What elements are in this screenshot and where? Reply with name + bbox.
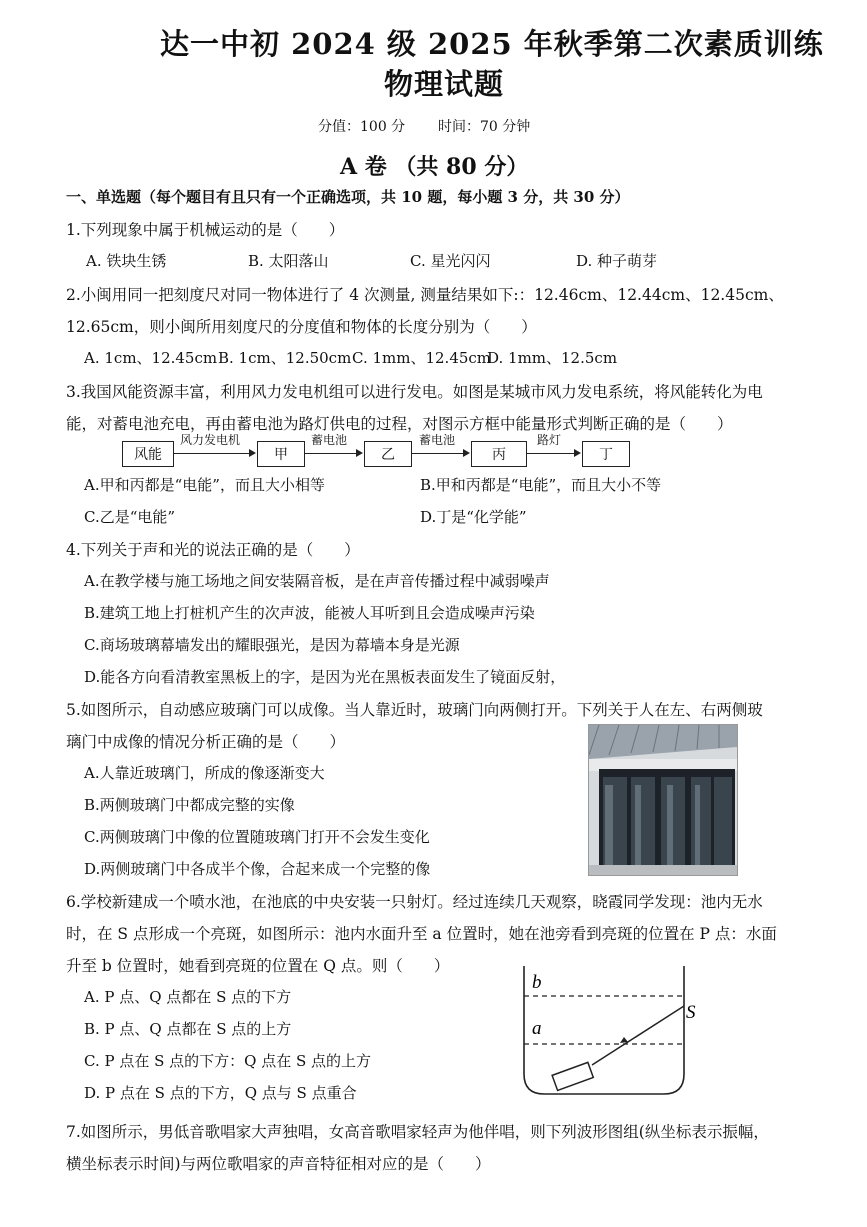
q3-option-a: A.甲和丙都是“电能”，而且大小相等 [84, 476, 325, 494]
exam-title: 达一中初 2024 级 2025 年秋季第二次素质训练 [160, 27, 824, 61]
box-wind-energy: 风能 [122, 441, 174, 467]
glass-door-photo [588, 724, 738, 876]
q6-option-c: C. P 点在 S 点的下方：Q 点在 S 点的上方 [84, 1052, 372, 1070]
arrow-4 [527, 453, 575, 454]
arrow-label-streetlight: 路灯 [537, 433, 562, 447]
q6-option-b: B. P 点、Q 点都在 S 点的上方 [84, 1020, 292, 1038]
q3-option-c: C.乙是“电能” [84, 508, 176, 526]
arrow-1 [174, 453, 250, 454]
light-ray [592, 1006, 684, 1065]
arrow-head-3 [463, 449, 470, 457]
glass-door-illustration [589, 725, 737, 875]
arrow-head-4 [574, 449, 581, 457]
ray-arrow [620, 1037, 628, 1043]
label-a: a [532, 1018, 542, 1039]
arrow-label-battery-1: 蓄电池 [311, 433, 348, 447]
q2-option-c: C. 1mm、12.45cm [352, 349, 492, 367]
pool-figure [516, 962, 716, 1102]
spotlight [552, 1062, 593, 1090]
q4-stem: 4.下列关于声和光的说法正确的是（ ） [66, 541, 360, 559]
q4-option-b: B.建筑工地上打桩机产生的次声波，能被人耳听到且会造成噪声污染 [84, 604, 535, 622]
q2-line2: 12.65cm，则小闽所用刻度尺的分度值和物体的长度分别为（ ） [66, 318, 537, 336]
q1-option-b: B. 太阳落山 [248, 252, 329, 270]
pool-wall [524, 966, 684, 1094]
q3-line2: 能，对蓄电池充电，再由蓄电池为路灯供电的过程，对图示方框中能量形式判断正确的是（ ） [66, 415, 733, 433]
arrow-3 [412, 453, 464, 454]
exam-subtitle: 物理试题 [384, 67, 505, 101]
q1-option-d: D. 种子萌芽 [576, 252, 658, 270]
q6-line1: 6.学校新建成一个喷水池，在池底的中央安装一只射灯。经过连续几天观察，晓霞同学发现：池内无水 [66, 893, 763, 911]
q5-option-b: B.两侧玻璃门中都成完整的实像 [84, 796, 295, 814]
q2-option-a: A. 1cm、12.45cm [84, 349, 218, 367]
box-ding: 丁 [582, 441, 630, 467]
part1-heading: 一、单选题（每个题目有且只有一个正确选项，共 10 题，每小题 3 分，共 30 分） [66, 188, 630, 206]
q6-option-d: D. P 点在 S 点的下方，Q 点与 S 点重合 [84, 1084, 357, 1102]
arrow-label-battery-2: 蓄电池 [419, 433, 456, 447]
q2-option-b: B. 1cm、12.50cm [218, 349, 352, 367]
q6-line3: 升至 b 位置时，她看到亮斑的位置在 Q 点。则（ ） [66, 957, 450, 975]
q3-option-d: D.丁是“化学能” [420, 508, 527, 526]
q5-option-d: D.两侧玻璃门中各成半个像，合起来成一个完整的像 [84, 860, 431, 878]
q5-line2: 璃门中成像的情况分析正确的是（ ） [66, 733, 346, 751]
q4-option-a: A.在教学楼与施工场地之间安装隔音板，是在声音传播过程中减弱噪声 [84, 572, 550, 590]
q5-line1: 5.如图所示，自动感应玻璃门可以成像。当人靠近时，玻璃门向两侧打开。下列关于人在左、右两侧玻 [66, 701, 763, 719]
q5-option-c: C.两侧玻璃门中像的位置随玻璃门打开不会发生变化 [84, 828, 430, 846]
q1-option-a: A. 铁块生锈 [86, 252, 167, 270]
arrow-head-1 [249, 449, 256, 457]
q5-option-a: A.人靠近玻璃门，所成的像逐渐变大 [84, 764, 325, 782]
score-info: 分值：100 分 [318, 119, 406, 135]
box-yi: 乙 [364, 441, 412, 467]
arrow-head-2 [356, 449, 363, 457]
q6-option-a: A. P 点、Q 点都在 S 点的下方 [84, 988, 292, 1006]
arrow-2 [305, 453, 357, 454]
label-b: b [532, 972, 542, 993]
q6-line2: 时，在 S 点形成一个亮斑，如图所示：池内水面升至 a 位置时，她在池旁看到亮斑的位置在 P 点：水面 [66, 925, 777, 943]
q3-line1: 3.我国风能资源丰富，利用风力发电机组可以进行发电。如图是某城市风力发电系统，将风能转化为电 [66, 383, 763, 401]
q1-option-c: C. 星光闪闪 [410, 252, 491, 270]
box-jia: 甲 [257, 441, 305, 467]
q3-option-b: B.甲和丙都是“电能”，而且大小不等 [420, 476, 662, 494]
time-info: 时间：70 分钟 [438, 119, 531, 135]
section-a-title: A 卷 （共 80 分） [340, 154, 529, 180]
q7-line1: 7.如图所示，男低音歌唱家大声独唱，女高音歌唱家轻声为他伴唱，则下列波形图组(纵坐标表示振幅， [66, 1123, 769, 1141]
q4-option-d: D.能各方向看清教室黑板上的字，是因为光在黑板表面发生了镜面反射， [84, 668, 566, 686]
label-s: S [686, 1002, 696, 1023]
arrow-label-generator: 风力发电机 [180, 433, 241, 447]
q7-line2: 横坐标表示时间)与两位歌唱家的声音特征相对应的是（ ） [66, 1155, 491, 1173]
q2-option-d: D. 1mm、12.5cm [487, 349, 618, 367]
q1-stem: 1.下列现象中属于机械运动的是（ ） [66, 221, 345, 239]
box-bing: 丙 [471, 441, 527, 467]
q4-option-c: C.商场玻璃幕墙发出的耀眼强光，是因为幕墙本身是光源 [84, 636, 460, 654]
q2-line1: 2.小闽用同一把刻度尺对同一物体进行了 4 次测量, 测量结果如下:：12.46cm、12.44cm、12.45cm、 [66, 286, 784, 304]
